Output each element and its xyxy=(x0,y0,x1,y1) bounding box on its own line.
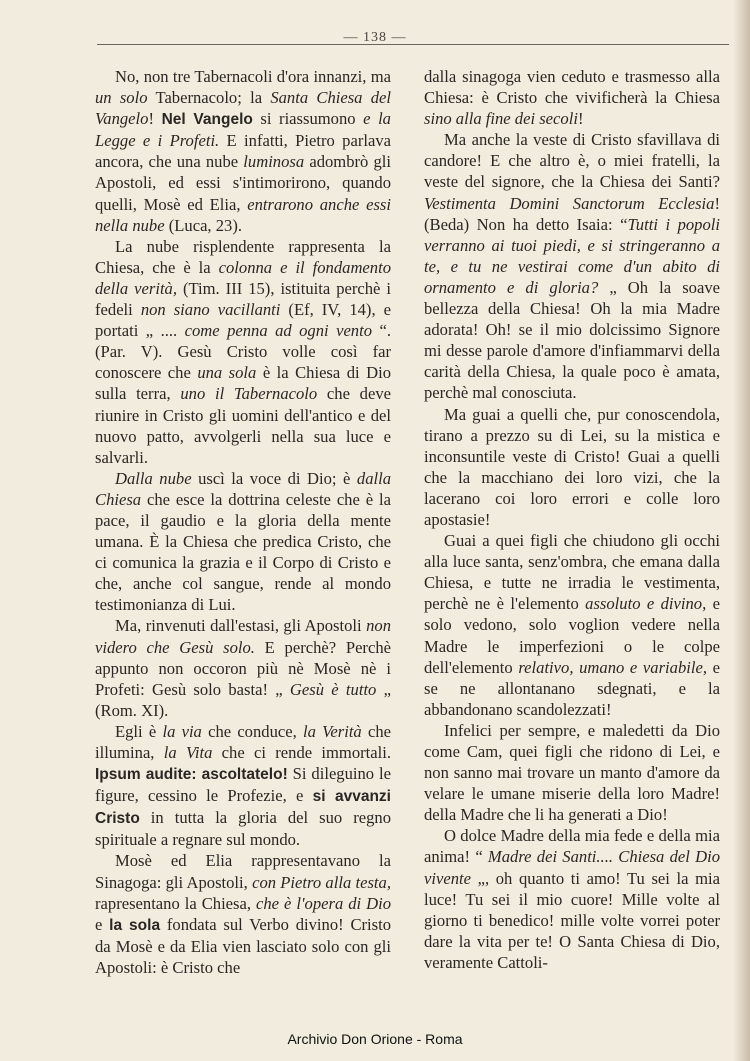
paragraph: dalla sinagoga vien ceduto e trasmesso alla Chiesa: è Cristo che vivificherà la Chiesa sino alla fine dei secoli! xyxy=(424,67,720,129)
paragraph: La nube risplendente rappresenta la Chiesa, che è la colonna e il fondamento della verità, (Tim. III 15), istituita perchè i fedeli non siano vacillanti (Ef, IV, 14), e portati „ .... come penna ad ogni vento “. (Par. V). Gesù Cristo volle così far conoscere che una sola è la Chiesa di Dio sulla terra, uno il Tabernacolo che deve riunire in Cristo gli uomini dell'antico e del nuovo patto, avvolgerli nella sua luce e salvarli. xyxy=(95,236,391,467)
header-rule xyxy=(97,44,729,45)
paragraph: Mosè ed Elia rappresentavano la Sinagoga: gli Apostoli, con Pietro alla testa, rapresentano la Chiesa, che è l'opera di Dio e la sola fondata sul Verbo divino! Cristo da Mosè e da Elia vien lasciato solo con gli Apostoli: è Cristo che xyxy=(95,851,392,977)
page-edge xyxy=(734,0,750,1061)
paragraph: O dolce Madre della mia fede e della mia anima! “ Madre dei Santi.... Chiesa del Dio vivente „, oh quanto ti amo! Tu sei la mia luce! Tu sei il mio cuore! Mille volte al giorno ti benedico! mille volte vorrei poter dare la vita per te! O Santa Chiesa di Dio, veramente Cattoli- xyxy=(424,826,720,972)
page-number: — 138 — xyxy=(343,30,407,45)
paragraph: Guai a quei figli che chiudono gli occhi alla luce santa, senz'ombra, che emana dalla Chiesa, e tutte ne irradia le vestimenta, perchè ne è l'elemento assoluto e divino, e solo vedono, solo voglion vedere nella Madre le imperfezioni o le colpe dell'elemento relativo, umano e variabile, e se ne allontanano sdegnati, e la abbandonano scandolezzati! xyxy=(424,531,720,719)
paragraph: Egli è la via che conduce, la Verità che illumina, la Vita che ci rende immortali. Ipsum audite: ascoltatelo! Si dileguino le figure, cessino le Profezie, e si avvanzi Cristo in tutta la gloria del suo regno spirituale a regnare sul mondo. xyxy=(95,721,391,850)
paragraph: No, non tre Tabernacoli d'ora innanzi, ma un solo Tabernacolo; la Santa Chiesa del Vangelo! Nel Vangelo si riassumono e la Legge e i Profeti. E infatti, Pietro parlava ancora, che una nube luminosa adombrò gli Apostoli, ed essi s'intimorirono, quando quelli, Mosè ed Elia, entrarono anche essi nella nube (Luca, 23). xyxy=(95,67,391,235)
paragraph: Ma, rinvenuti dall'estasi, gli Apostoli non videro che Gesù solo. E perchè? Perchè appunto non occoron più nè Mosè nè i Profeti: Gesù solo basta! „ Gesù è tutto „ (Rom. XI). xyxy=(95,616,391,720)
right-column xyxy=(424,66,720,973)
left-column xyxy=(95,66,391,978)
paragraph: Ma anche la veste di Cristo sfavillava di candore! E che altro è, o miei fratelli, la veste del signore, che la Chiesa dei Santi? Vestimenta Domini Sanctorum Ecclesia! (Beda) Non ha detto Isaia: “Tutti i popoli verranno ai tuoi piedi, e si stringeranno a te, e tu ne vestirai come d'un abito di ornamento e di gloria? „ Oh la soave bellezza della Chiesa! Oh la mia Madre adorata! Oh! se il mio dolcissimo Signore mi desse parole d'amore d'infiammarvi della carità della Chiesa, la quale poco è amata, perchè mal conosciuta. xyxy=(424,130,721,403)
paragraph: Dalla nube uscì la voce di Dio; è dalla Chiesa che esce la dottrina celeste che è la pace, il gaudio e la gloria della mente umana. È la Chiesa che predica Cristo, che ci comunica la grazia e il Corpo di Cristo e che, anche col sangue, rende al mondo testimonianza di Lui. xyxy=(95,468,392,615)
paragraph: Ma guai a quelli che, pur conoscendola, tirano a prezzo su di Lei, su la mistica e inconsuntile veste di Cristo! Guai a quelli che la macchiano dei loro vizi, che la lacerano coi loro errori e colle loro apostasie! xyxy=(424,404,720,529)
archive-footer: Archivio Don Orione - Roma xyxy=(287,1031,463,1047)
paragraph: Infelici per sempre, e maledetti da Dio come Cam, quei figli che ridono di Lei, e non sanno mai trovare un manto d'amore da velare le umane miserie della loro Madre! della Madre che li ha generati a Dio! xyxy=(424,720,720,825)
